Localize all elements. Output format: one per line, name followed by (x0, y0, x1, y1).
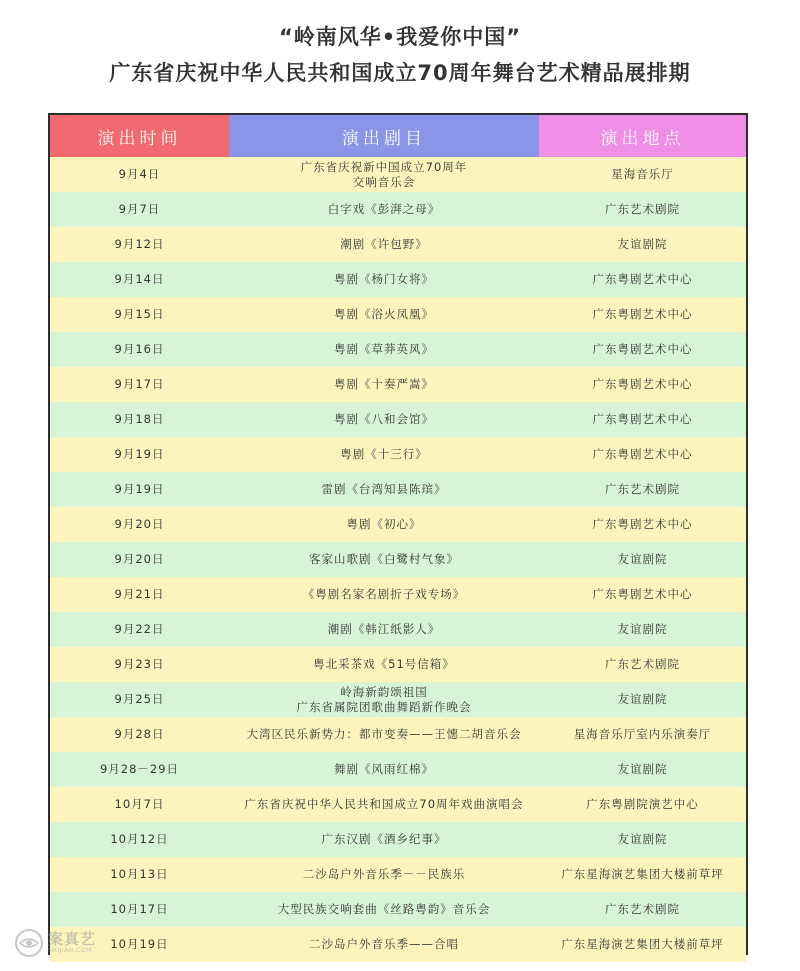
cell-date: 10月17日 (110, 902, 169, 916)
cell-date: 9月16日 (114, 342, 165, 356)
cell-venue: 友谊剧院 (617, 552, 668, 566)
cell-program: 大湾区民乐新势力：都市变奏——王憓二胡音乐会 (246, 727, 522, 741)
table-row (50, 542, 746, 577)
cell-program: 二沙岛户外音乐季－－民族乐 (302, 867, 466, 881)
table-row (50, 752, 746, 787)
table-row (50, 262, 746, 297)
title-line-2: 广东省庆祝中华人民共和国成立70周年舞台艺术精品展排期 (109, 61, 691, 85)
cell-venue: 广东粤剧艺术中心 (592, 517, 693, 531)
cell-program: 粤剧《八和会馆》 (334, 412, 434, 426)
table-row (50, 157, 746, 192)
title-line-1: “岭南风华•我爱你中国” (278, 25, 522, 49)
table-row (50, 402, 746, 437)
cell-program: 岭海新韵颂祖国 广东省属院团歌曲舞蹈新作晚会 (296, 684, 472, 714)
cell-venue: 友谊剧院 (617, 692, 668, 706)
watermark-subtext: SHIJIAN.COM (48, 947, 92, 954)
cell-venue: 广东粤剧艺术中心 (592, 587, 693, 601)
table-row (50, 472, 746, 507)
cell-date: 9月28－29日 (99, 762, 180, 776)
watermark-logo (14, 926, 144, 960)
cell-date: 9月19日 (114, 482, 165, 496)
table-row (50, 577, 746, 612)
table-body (50, 157, 746, 962)
table-row (50, 297, 746, 332)
cell-date: 9月4日 (118, 167, 161, 181)
table-row (50, 822, 746, 857)
cell-date: 9月28日 (114, 727, 165, 741)
cell-date: 9月21日 (114, 587, 165, 601)
cell-program: 潮剧《韩江纸影人》 (327, 622, 441, 636)
cell-date: 9月14日 (114, 272, 165, 286)
header-venue: 演出地点 (539, 115, 746, 157)
cell-venue: 广东粤剧院演艺中心 (586, 797, 699, 811)
page-title (0, 22, 800, 88)
cell-venue: 广东粤剧艺术中心 (592, 272, 693, 286)
cell-venue: 广东艺术剧院 (605, 902, 680, 916)
cell-venue: 广东艺术剧院 (605, 202, 680, 216)
cell-program: 大型民族交响套曲《丝路粤韵》音乐会 (277, 902, 491, 916)
cell-date: 9月25日 (114, 692, 165, 706)
cell-venue: 广东粤剧艺术中心 (592, 447, 693, 461)
cell-program: 广东汉剧《酒乡纪事》 (321, 832, 447, 846)
cell-venue: 友谊剧院 (617, 237, 668, 251)
cell-program: 舞剧《风雨红棉》 (334, 762, 434, 776)
table-header (50, 115, 746, 157)
cell-venue: 友谊剧院 (617, 762, 668, 776)
table-row (50, 612, 746, 647)
cell-program: 粤剧《杨门女将》 (334, 272, 434, 286)
table-row (50, 787, 746, 822)
cell-program: 广东省庆祝中华人民共和国成立70周年戏曲演唱会 (244, 797, 524, 811)
cell-program: 白字戏《彭湃之母》 (327, 202, 441, 216)
cell-program: 广东省庆祝新中国成立70周年 交响音乐会 (300, 159, 468, 189)
cell-program: 潮剧《许包野》 (340, 237, 428, 251)
cell-program: 粤剧《十三行》 (340, 447, 428, 461)
table-row (50, 192, 746, 227)
cell-date: 10月13日 (110, 867, 169, 881)
table-row (50, 507, 746, 542)
cell-venue: 友谊剧院 (617, 832, 668, 846)
table-row (50, 227, 746, 262)
cell-date: 9月23日 (114, 657, 165, 671)
table-row (50, 367, 746, 402)
table-row (50, 437, 746, 472)
cell-date: 9月18日 (114, 412, 165, 426)
cell-date: 9月19日 (114, 447, 165, 461)
cell-date: 9月20日 (114, 517, 165, 531)
cell-date: 9月22日 (114, 622, 165, 636)
table-row (50, 892, 746, 927)
watermark-text: 案真艺 (48, 930, 97, 948)
table-row (50, 927, 746, 962)
cell-venue: 友谊剧院 (617, 622, 668, 636)
cell-venue: 广东艺术剧院 (605, 657, 680, 671)
cell-program: 二沙岛户外音乐季——合唱 (309, 937, 459, 951)
cell-venue: 广东粤剧艺术中心 (592, 377, 693, 391)
cell-date: 9月15日 (114, 307, 165, 321)
cell-date: 10月12日 (110, 832, 169, 846)
table-row (50, 857, 746, 892)
cell-program: 粤剧《草莽英风》 (334, 342, 434, 356)
cell-program: 雷剧《台湾知县陈瑸》 (321, 482, 447, 496)
cell-venue: 广东粤剧艺术中心 (592, 342, 693, 356)
cell-date: 9月20日 (114, 552, 165, 566)
cell-program: 粤剧《浴火凤凰》 (334, 307, 434, 321)
cell-venue: 广东星海演艺集团大楼前草坪 (561, 937, 724, 951)
cell-program: 《粤剧名家名剧折子戏专场》 (302, 587, 466, 601)
table-row (50, 332, 746, 367)
cell-venue: 广东星海演艺集团大楼前草坪 (561, 867, 724, 881)
cell-date: 9月7日 (118, 202, 161, 216)
cell-program: 粤剧《初心》 (346, 517, 422, 531)
table-row (50, 647, 746, 682)
table-row (50, 717, 746, 752)
header-program: 演出剧目 (229, 115, 539, 157)
table-row (50, 682, 746, 717)
cell-date: 10月7日 (114, 797, 165, 811)
cell-venue: 广东粤剧艺术中心 (592, 412, 693, 426)
cell-venue: 星海音乐厅室内乐演奏厅 (573, 727, 712, 741)
eye-logo-icon (14, 928, 44, 958)
header-time: 演出时间 (50, 115, 229, 157)
cell-program: 粤北采茶戏《51号信箱》 (313, 657, 455, 671)
cell-venue: 广东粤剧艺术中心 (592, 307, 693, 321)
cell-venue: 星海音乐厅 (611, 167, 674, 181)
schedule-table (48, 113, 748, 955)
cell-program: 客家山歌剧《白鹭村气象》 (309, 552, 459, 566)
cell-date: 9月17日 (114, 377, 165, 391)
cell-program: 粤剧《十奏严嵩》 (334, 377, 434, 391)
cell-date: 9月12日 (114, 237, 165, 251)
cell-date: 10月19日 (110, 937, 169, 951)
cell-venue: 广东艺术剧院 (605, 482, 680, 496)
